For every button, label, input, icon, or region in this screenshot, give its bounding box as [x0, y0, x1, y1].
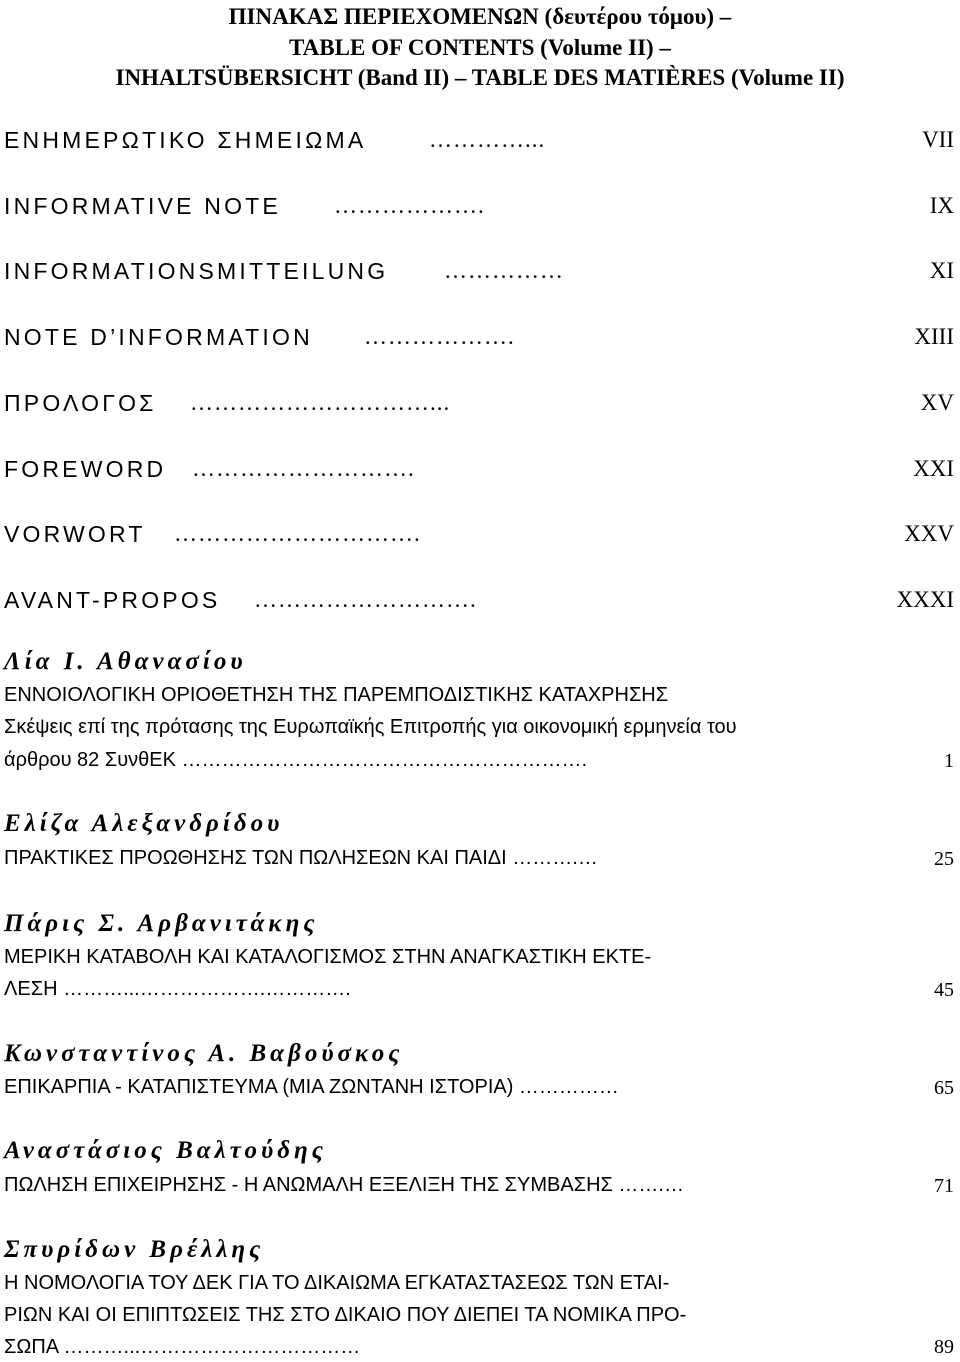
page-number: XXI [913, 456, 954, 481]
article-title-line[interactable]: άρθρου 82 ΣυνθΕΚ ……………………………………………………. [4, 749, 588, 771]
author-name: Πάρις Σ. Αρβανιτάκης [4, 910, 319, 937]
entry-title: NOTE D’INFORMATION [4, 324, 313, 350]
toc-entry-avant-propos[interactable] [4, 587, 954, 617]
toc-entry-enimerotiko[interactable] [4, 127, 954, 157]
article-title-line[interactable]: ΛΕΣΗ ………...……………….…………. [4, 978, 351, 1000]
author-name: Σπυρίδων Βρέλλης [4, 1236, 265, 1263]
article-title-line[interactable]: ΠΩΛΗΣΗ ΕΠΙΧΕΙΡΗΣΗΣ - Η ΑΝΩΜΑΛΗ ΕΞΕΛΙΞΗ ΤΗΣ ΣΥΜΒΑΣΗΣ …….… [4, 1174, 684, 1196]
article-title-line[interactable]: ΕΠΙΚΑΡΠΙΑ - ΚΑΤΑΠΙΣΤΕΥΜΑ (ΜΙΑ ΖΩΝΤΑΝΗ ΙΣΤΟΡΙΑ) …………… [4, 1076, 619, 1098]
toc-entry-informative-note[interactable] [4, 193, 954, 223]
page-number: XIII [914, 324, 954, 349]
article-title-line[interactable]: Σκέψεις επί της πρότασης της Ευρωπαϊκής Επιτροπής για οικονομική ερμηνεία του [4, 716, 737, 738]
leader-dots: …………... [429, 127, 546, 152]
author-name: Κωνσταντίνος Α. Βαβούσκος [4, 1040, 404, 1067]
page-number: 25 [934, 848, 954, 870]
leader-dots: ………………. [364, 324, 515, 349]
toc-heading-line-1: ΠΙΝΑΚΑΣ ΠΕΡΙΕΧΟΜΕΝΩΝ (δευτέρου τόμου) – [228, 4, 732, 29]
toc-entry-informationsmitteilung[interactable] [4, 258, 954, 288]
leader-dots: ………………………. [192, 456, 415, 481]
toc-entry-foreword[interactable] [4, 456, 954, 486]
entry-title: ΠΡΟΛΟΓΟΣ [4, 390, 157, 416]
toc-heading-line-3: INHALTSÜBERSICHT (Band II) – TABLE DES MATIÈRES (Volume II) [115, 65, 845, 90]
page-number: 45 [934, 979, 954, 1001]
entry-title: INFORMATIVE NOTE [4, 193, 281, 219]
page-number: IX [929, 193, 954, 218]
page-number: VII [922, 127, 954, 152]
article-title-line[interactable]: ΣΩΠΑ ………...…………………………… [4, 1336, 361, 1358]
toc-heading-line-2: TABLE OF CONTENTS (Volume II) – [289, 35, 671, 60]
page-number: 89 [934, 1336, 954, 1358]
page-number: XXV [904, 521, 954, 546]
page-number: 65 [934, 1077, 954, 1099]
entry-title: ΕΝΗΜΕΡΩΤΙΚΟ ΣΗΜΕΙΩΜΑ [4, 127, 367, 153]
article-title-line[interactable]: Η ΝΟΜΟΛΟΓΙΑ ΤΟΥ ΔΕΚ ΓΙΑ ΤΟ ΔΙΚΑΙΩΜΑ ΕΓΚΑΤΑΣΤΑΣΕΩΣ ΤΩΝ ΕΤΑΙ- [4, 1272, 670, 1294]
article-title-line[interactable]: ΡΙΩΝ ΚΑΙ ΟΙ ΕΠΙΠΤΩΣΕΙΣ ΤΗΣ ΣΤΟ ΔΙΚΑΙΟ ΠΟΥ ΔΙΕΠΕΙ ΤΑ ΝΟΜΙΚΑ ΠΡΟ- [4, 1304, 687, 1326]
entry-title: VORWORT [4, 521, 146, 547]
leader-dots: ………………. [334, 193, 485, 218]
author-name: Αναστάσιος Βαλτούδης [4, 1137, 327, 1164]
article-title-line[interactable]: ΜΕΡΙΚΗ ΚΑΤΑΒΟΛΗ ΚΑΙ ΚΑΤΑΛΟΓΙΣΜΟΣ ΣΤΗΝ ΑΝΑΓΚΑΣΤΙΚΗ ΕΚΤΕ- [4, 946, 652, 968]
toc-entry-prologos[interactable] [4, 390, 954, 420]
page-number: XXXI [896, 587, 954, 612]
author-name: Λία Ι. Αθανασίου [4, 648, 247, 675]
entry-title: AVANT-PROPOS [4, 587, 221, 613]
author-name: Ελίζα Αλεξανδρίδου [4, 810, 284, 837]
leader-dots: …………………………. [174, 521, 421, 546]
article-title-line[interactable]: ΠΡΑΚΤΙΚΕΣ ΠΡΟΩΘΗΣΗΣ ΤΩΝ ΠΩΛΗΣΕΩΝ ΚΑΙ ΠΑΙΔΙ ……….… [4, 847, 598, 869]
entry-title: FOREWORD [4, 456, 167, 482]
leader-dots: …………… [444, 258, 564, 283]
page-number: 71 [934, 1175, 954, 1197]
toc-entry-note-d-information[interactable] [4, 324, 954, 354]
article-title-line[interactable]: ΕΝΝΟΙΟΛΟΓΙΚΗ ΟΡΙΟΘΕΤΗΣΗ ΤΗΣ ΠΑΡΕΜΠΟΔΙΣΤΙΚΗΣ ΚΑΤΑΧΡΗΣΗΣ [4, 684, 669, 706]
page-number: XV [920, 390, 954, 415]
leader-dots: ………………………. [254, 587, 477, 612]
page-number: XI [929, 258, 954, 283]
entry-title: INFORMATIONSMITTEILUNG [4, 258, 389, 284]
page-number: 1 [944, 750, 954, 772]
leader-dots: …………………………... [190, 390, 451, 415]
toc-entry-vorwort[interactable] [4, 521, 954, 551]
